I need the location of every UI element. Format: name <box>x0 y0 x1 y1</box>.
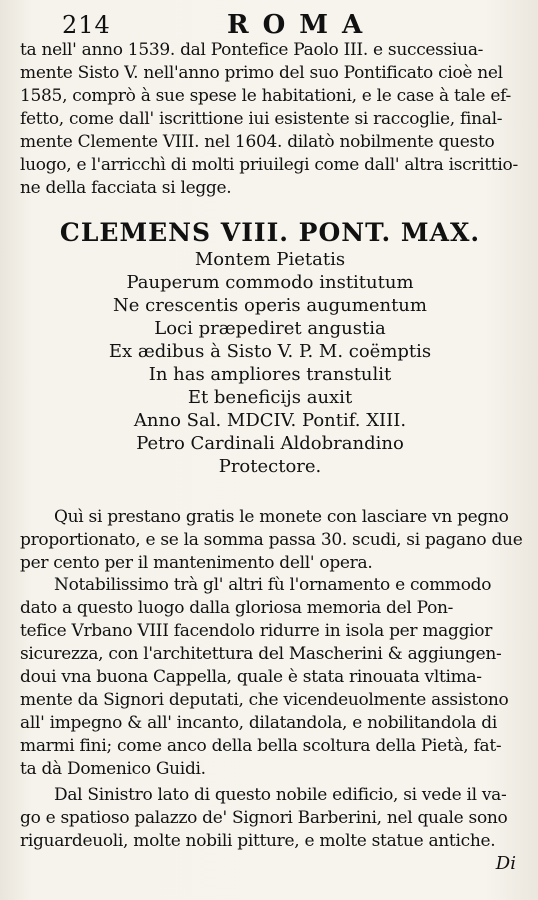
text-line: mente da Signori deputati, che vicendeuolmente assistono <box>20 690 509 710</box>
text-line: riguardeuoli, molte nobili pitture, e molte statue antiche. <box>20 831 496 851</box>
inscription-line: Loci præpediret angustia <box>154 318 386 339</box>
inscription-line: Petro Cardinali Aldobrandino <box>136 433 404 454</box>
page-header <box>62 10 502 40</box>
text-line: fetto, come dall' iscrittione iui esistente si raccoglie, final- <box>20 109 503 129</box>
text-line: 1585, comprò à sue spese le habitationi, e le case à tale ef- <box>20 86 511 106</box>
inscription-line: Montem Pietatis <box>194 249 346 270</box>
paragraph-pawn <box>20 506 524 575</box>
inscription-line: Pauperum commodo institutum <box>126 272 414 293</box>
inscription-line: In has ampliores transtulit <box>148 364 392 385</box>
paragraph-barberini <box>20 784 524 853</box>
text-line: mente Clemente VIII. nel 1604. dilatò nobilmente questo <box>20 132 495 152</box>
text-line: Notabilissimo trà gl' altri fù l'ornamento e commodo <box>54 575 492 595</box>
inscription-line: Anno Sal. MDCIV. Pontif. XIII. <box>133 410 407 431</box>
running-head: ROMA <box>227 10 377 40</box>
inscription-line: Et beneficijs auxit <box>187 387 353 408</box>
inscription-line: Ne crescentis operis augumentum <box>113 295 427 316</box>
text-line: ta dà Domenico Guidi. <box>20 759 206 779</box>
text-line: per cento per il mantenimento dell' opera. <box>20 553 373 573</box>
text-line: marmi fini; come anco della bella scoltura della Pietà, fat- <box>20 736 502 756</box>
text-line: ta nell' anno 1539. dal Pontefice Paolo III. e successiua- <box>20 40 484 60</box>
text-line: Dal Sinistro lato di questo nobile edificio, si vede il va- <box>54 785 507 805</box>
inscription-line: Ex ædibus à Sisto V. P. M. coëmptis <box>108 341 432 362</box>
intro-paragraph <box>20 39 524 200</box>
text-line: go e spatioso palazzo de' Signori Barberini, nel quale sono <box>20 808 508 828</box>
text-line: Quì si prestano gratis le monete con lasciare vn pegno <box>54 507 509 527</box>
text-line: ne della facciata si legge. <box>20 178 232 198</box>
inscription-title: CLEMENS VIII. PONT. MAX. <box>59 218 481 247</box>
text-line: all' impegno & all' incanto, dilatandola, e nobilitandola di <box>20 713 498 733</box>
text-line: dato a questo luogo dalla gloriosa memoria del Pon- <box>20 598 454 618</box>
inscription-block <box>40 218 500 478</box>
text-line: sicurezza, con l'architettura del Mascherini & aggiungen- <box>20 644 502 664</box>
text-line: luogo, e l'arricchì di molti priuilegi come dall' altra iscrittio- <box>20 155 518 175</box>
text-line: tefice Vrbano VIII facendolo ridurre in isola per maggior <box>20 621 493 641</box>
text-line: mente Sisto V. nell'anno primo del suo Pontificato cioè nel <box>20 63 503 83</box>
catchword: Di <box>495 853 516 874</box>
text-line: doui vna buona Cappella, quale è stata rinouata vltima- <box>20 667 482 687</box>
paragraph-ornament <box>20 574 524 781</box>
page-number: 214 <box>62 11 111 39</box>
text-line: proportionato, e se la somma passa 30. scudi, si pagano due <box>20 530 523 550</box>
inscription-line: Protectore. <box>218 456 322 477</box>
